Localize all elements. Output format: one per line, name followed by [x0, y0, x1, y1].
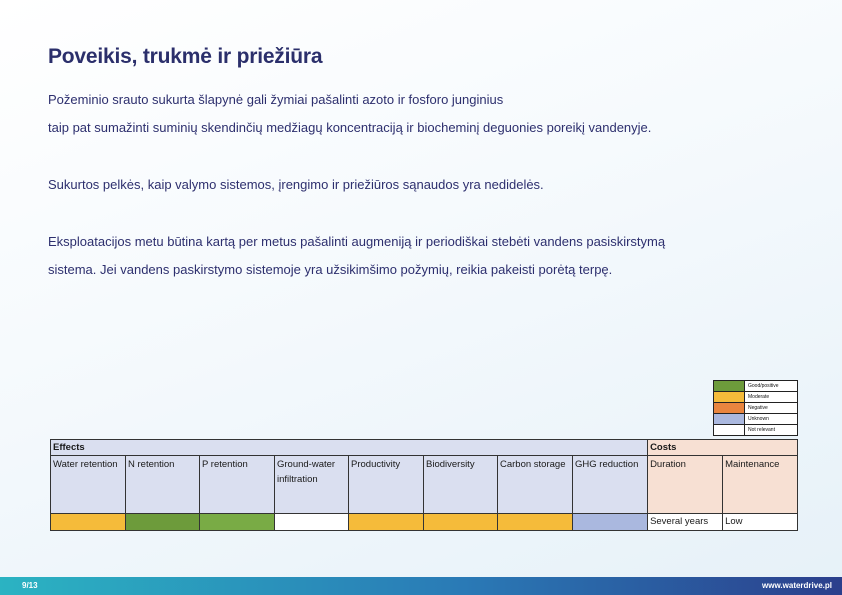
legend-swatch: [714, 392, 745, 402]
website-link[interactable]: www.waterdrive.pl: [762, 581, 832, 590]
paragraph-line: Požeminio srauto sukurta šlapynė gali žymiai pašalinti azoto ir fosforo junginius: [48, 92, 504, 107]
legend-swatch: [714, 425, 745, 435]
page-title: Poveikis, trukmė ir priežiūra: [48, 45, 323, 68]
legend-swatch: [714, 414, 745, 424]
rating-legend: [713, 380, 798, 436]
effects-header: Effects: [51, 440, 648, 456]
paragraph-costs: [48, 171, 544, 199]
paragraph-line: Sukurtos pelkės, kaip valymo sistemos, įrengimo ir priežiūros sąnaudos yra nedidelės.: [48, 177, 544, 192]
column-water-retention: Water retention: [51, 456, 126, 514]
legend-swatch: [714, 403, 745, 413]
legend-label: Not relevant: [748, 427, 775, 433]
column-groundwater-infiltration: Ground-water infiltration: [275, 456, 349, 514]
column-carbon-storage: Carbon storage: [498, 456, 573, 514]
paragraph-maintenance: [48, 228, 665, 284]
column-productivity: Productivity: [349, 456, 424, 514]
rating-water-retention: [51, 514, 126, 531]
paragraph-removal: [48, 86, 651, 142]
column-ghg-reduction: GHG reduction: [573, 456, 648, 514]
costs-header: Costs: [648, 440, 798, 456]
legend-label: Good/positive: [748, 383, 779, 389]
rating-ghg-reduction: [573, 514, 648, 531]
rating-groundwater-infiltration: [275, 514, 349, 531]
column-p-retention: P retention: [200, 456, 275, 514]
legend-label: Moderate: [748, 394, 770, 400]
legend-item: [714, 403, 797, 414]
value-maintenance: Low: [723, 514, 798, 531]
effects-costs-table: [50, 439, 798, 531]
legend-label: Negative: [748, 405, 768, 411]
legend-swatch: [714, 381, 745, 391]
legend-item: [714, 425, 797, 436]
legend-label: Unknown: [748, 416, 769, 422]
paragraph-line: sistema. Jei vandens paskirstymo sistemoje yra užsikimšimo požymių, reikia pakeisti porėtą terpę.: [48, 262, 613, 277]
rating-p-retention: [200, 514, 275, 531]
paragraph-line: Eksploatacijos metu būtina kartą per metus pašalinti augmeniją ir periodiškai stebėti vandens pasiskirstymą: [48, 234, 666, 249]
rating-productivity: [349, 514, 424, 531]
paragraph-line: taip pat sumažinti suminių skendinčių medžiagų koncentraciją ir biocheminį deguonies poreikį vandenyje.: [48, 120, 652, 135]
column-n-retention: N retention: [126, 456, 200, 514]
column-maintenance: Maintenance: [723, 456, 798, 514]
legend-item: [714, 381, 797, 392]
legend-item: [714, 414, 797, 425]
column-biodiversity: Biodiversity: [424, 456, 498, 514]
page-number: 9/13: [22, 581, 38, 590]
value-duration: Several years: [648, 514, 723, 531]
rating-n-retention: [126, 514, 200, 531]
footer-bar: [0, 577, 842, 595]
rating-biodiversity: [424, 514, 498, 531]
legend-item: [714, 392, 797, 403]
column-duration: Duration: [648, 456, 723, 514]
rating-carbon-storage: [498, 514, 573, 531]
